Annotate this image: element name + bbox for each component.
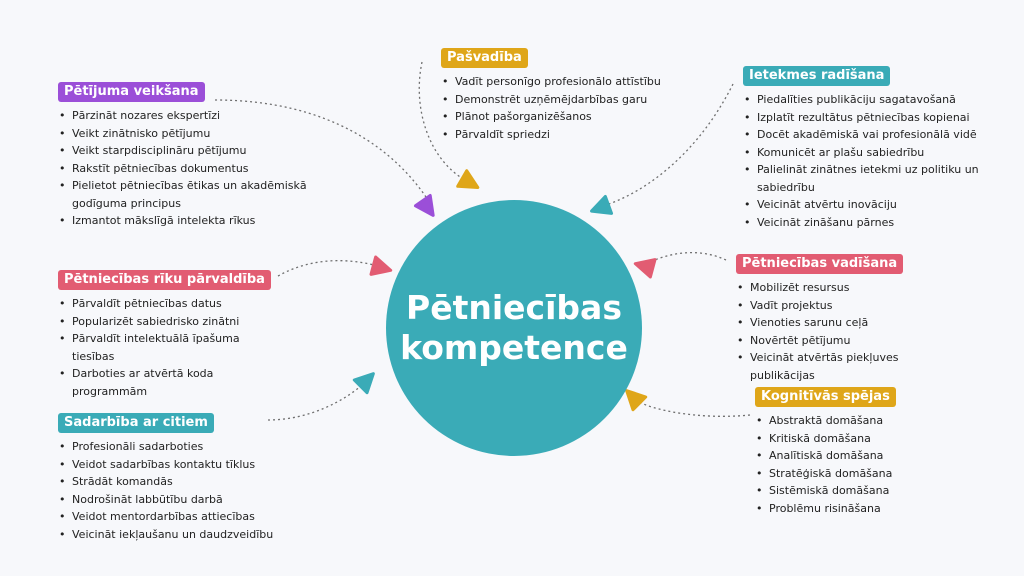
list-item: • Plānot pašorganizēšanos (441, 108, 691, 126)
list-item: • Mobilizēt resursus (736, 279, 961, 297)
list-item: • Vadīt projektus (736, 297, 961, 315)
group-title: Sadarbība ar citiem (58, 413, 214, 433)
list-item: • Pārvaldīt spriedzi (441, 126, 691, 144)
arrowhead-icon (371, 257, 393, 279)
item-list (441, 73, 691, 143)
central-topic-line1: Pētniecības (406, 288, 622, 327)
central-topic-line2: kompetence (400, 328, 628, 367)
list-item: • Strādāt komandās (58, 473, 358, 491)
list-item: • Sistēmiskā domāšana (755, 482, 975, 500)
list-item: • Pielietot pētniecības ētikas un akadēmiskā godīguma principus (58, 177, 358, 212)
item-list (743, 91, 1018, 231)
list-item: • Analītiskā domāšana (755, 447, 975, 465)
list-item: • Izmantot mākslīgā intelekta rīkus (58, 212, 358, 230)
list-item: • Docēt akadēmiskā vai profesionālā vidē (743, 126, 1018, 144)
group-impact-creation (743, 64, 1018, 231)
list-item: • Vienoties sarunu ceļā (736, 314, 961, 332)
list-item: • Nodrošināt labbūtību darbā (58, 491, 358, 509)
list-item: • Palielināt zinātnes ietekmi uz politiku un sabiedrību (743, 161, 1018, 196)
central-topic (386, 200, 642, 456)
list-item: • Demonstrēt uzņēmējdarbības garu (441, 91, 691, 109)
list-item: • Kritiskā domāšana (755, 430, 975, 448)
arrowhead-icon (415, 195, 440, 220)
list-item: • Pārvaldīt intelektuālā īpašuma tiesības (58, 330, 268, 365)
group-research-tools-management (58, 268, 268, 400)
group-research-conduct (58, 80, 358, 230)
list-item: • Novērtēt pētījumu (736, 332, 961, 350)
item-list (755, 412, 975, 517)
list-item: • Rakstīt pētniecības dokumentus (58, 160, 358, 178)
list-item: • Stratēģiskā domāšana (755, 465, 975, 483)
group-title: Pētniecības vadīšana (736, 254, 903, 274)
list-item: • Veikt starpdisciplināru pētījumu (58, 142, 358, 160)
connector-line (636, 400, 750, 416)
item-list (58, 438, 358, 543)
item-list (736, 279, 961, 384)
group-title: Pašvadība (441, 48, 528, 68)
list-item: • Komunicēt ar plašu sabiedrību (743, 144, 1018, 162)
list-item: • Veicināt iekļaušanu un daudzveidību (58, 526, 358, 544)
group-collaboration (58, 411, 358, 543)
list-item: • Veikt zinātnisko pētījumu (58, 125, 358, 143)
list-item: • Profesionāli sadarboties (58, 438, 358, 456)
arrowhead-icon (458, 171, 483, 196)
item-list (58, 295, 268, 400)
list-item: • Pārzināt nozares ekspertīzi (58, 107, 358, 125)
list-item: • Piedalīties publikāciju sagatavošanā (743, 91, 1018, 109)
group-title: Pētniecības rīku pārvaldība (58, 270, 271, 290)
connector-line (278, 261, 374, 276)
group-title: Pētījuma veikšana (58, 82, 205, 102)
list-item: • Veicināt zināšanu pārnes (743, 214, 1018, 232)
list-item: • Veicināt atvērtu inovāciju (743, 196, 1018, 214)
list-item: • Darboties ar atvērtā koda programmām (58, 365, 268, 400)
list-item: • Veidot mentordarbības attiecības (58, 508, 358, 526)
arrowhead-icon (588, 196, 611, 219)
list-item: • Veicināt atvērtās piekļuves publikācijas (736, 349, 961, 384)
group-cognitive-abilities (755, 385, 975, 517)
connector-line (650, 253, 726, 262)
list-item: • Veidot sadarbības kontaktu tīklus (58, 456, 358, 474)
list-item: • Izplatīt rezultātus pētniecības kopienai (743, 109, 1018, 127)
group-research-leadership (736, 252, 961, 384)
group-title: Ietekmes radīšana (743, 66, 890, 86)
list-item: • Popularizēt sabiedrisko zinātni (58, 313, 268, 331)
group-self-management (441, 46, 691, 143)
list-item: • Problēmu risināšana (755, 500, 975, 518)
list-item: • Abstraktā domāšana (755, 412, 975, 430)
item-list (58, 107, 358, 230)
arrowhead-icon (633, 255, 655, 277)
group-title: Kognitīvās spējas (755, 387, 896, 407)
list-item: • Vadīt personīgo profesionālo attīstību (441, 73, 691, 91)
list-item: • Pārvaldīt pētniecības datus (58, 295, 268, 313)
